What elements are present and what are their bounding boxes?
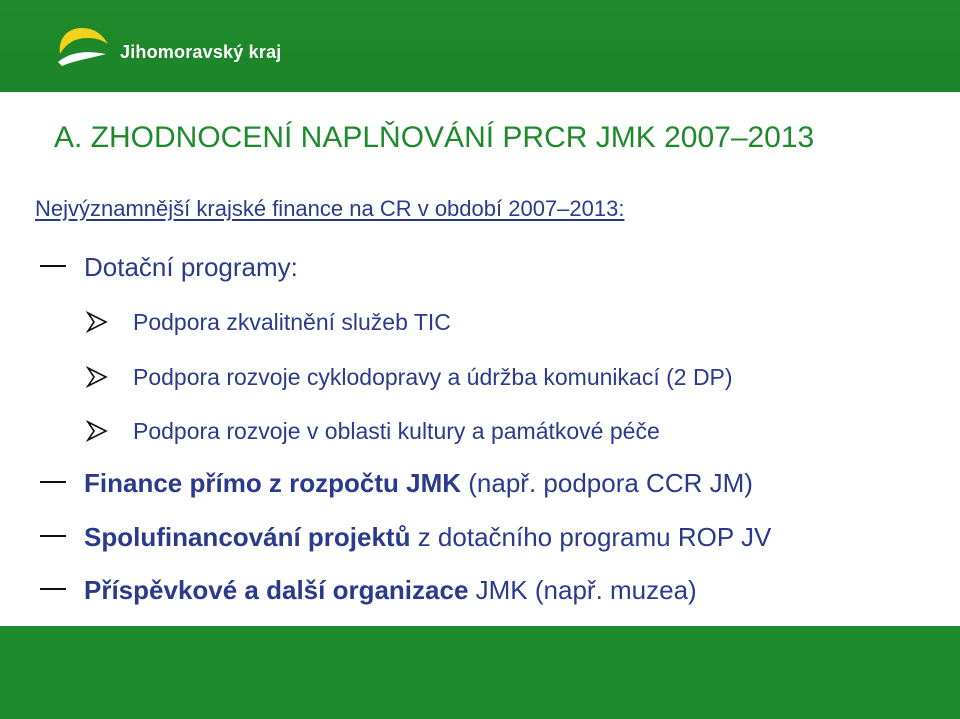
arrow-bullet-icon [86, 311, 108, 333]
header-bar [0, 0, 960, 92]
page-title: A. ZHODNOCENÍ NAPLŇOVÁNÍ PRCR JMK 2007‒2013 [54, 121, 815, 154]
arrow-bullet-icon [86, 366, 108, 388]
section-subtitle: Nejvýznamnější krajské finance na CR v období 2007‒2013: [35, 196, 625, 221]
footer-bar [0, 626, 960, 719]
sub-list-item-text: Podpora zkvalitnění služeb TIC [133, 309, 451, 335]
brand-name: Jihomoravský kraj [120, 42, 282, 62]
dash-bullet [40, 265, 66, 267]
list-item-bold: Dotační programy: [84, 252, 298, 282]
list-item-bold: Příspěvkové a další organizace [84, 575, 469, 605]
dash-bullet [40, 481, 66, 483]
list-item-text: JMK (např. muzea) [468, 575, 697, 605]
sub-list-item-text: Podpora rozvoje cyklodopravy a údržba komunikací (2 DP) [133, 364, 733, 390]
swoosh-logo-icon [52, 22, 112, 70]
dash-bullet [40, 588, 66, 590]
list-item-bold: Finance přímo z rozpočtu JMK [84, 468, 462, 498]
list-item-bold: Spolufinancování projektů [84, 522, 411, 552]
sub-list-item-text: Podpora rozvoje v oblasti kultury a památkové péče [133, 418, 660, 444]
list-item-text: (např. podpora CCR JM) [461, 468, 753, 498]
list-item-text: z dotačního programu ROP JV [410, 522, 772, 552]
dash-bullet [40, 535, 66, 537]
arrow-bullet-icon [86, 420, 108, 442]
